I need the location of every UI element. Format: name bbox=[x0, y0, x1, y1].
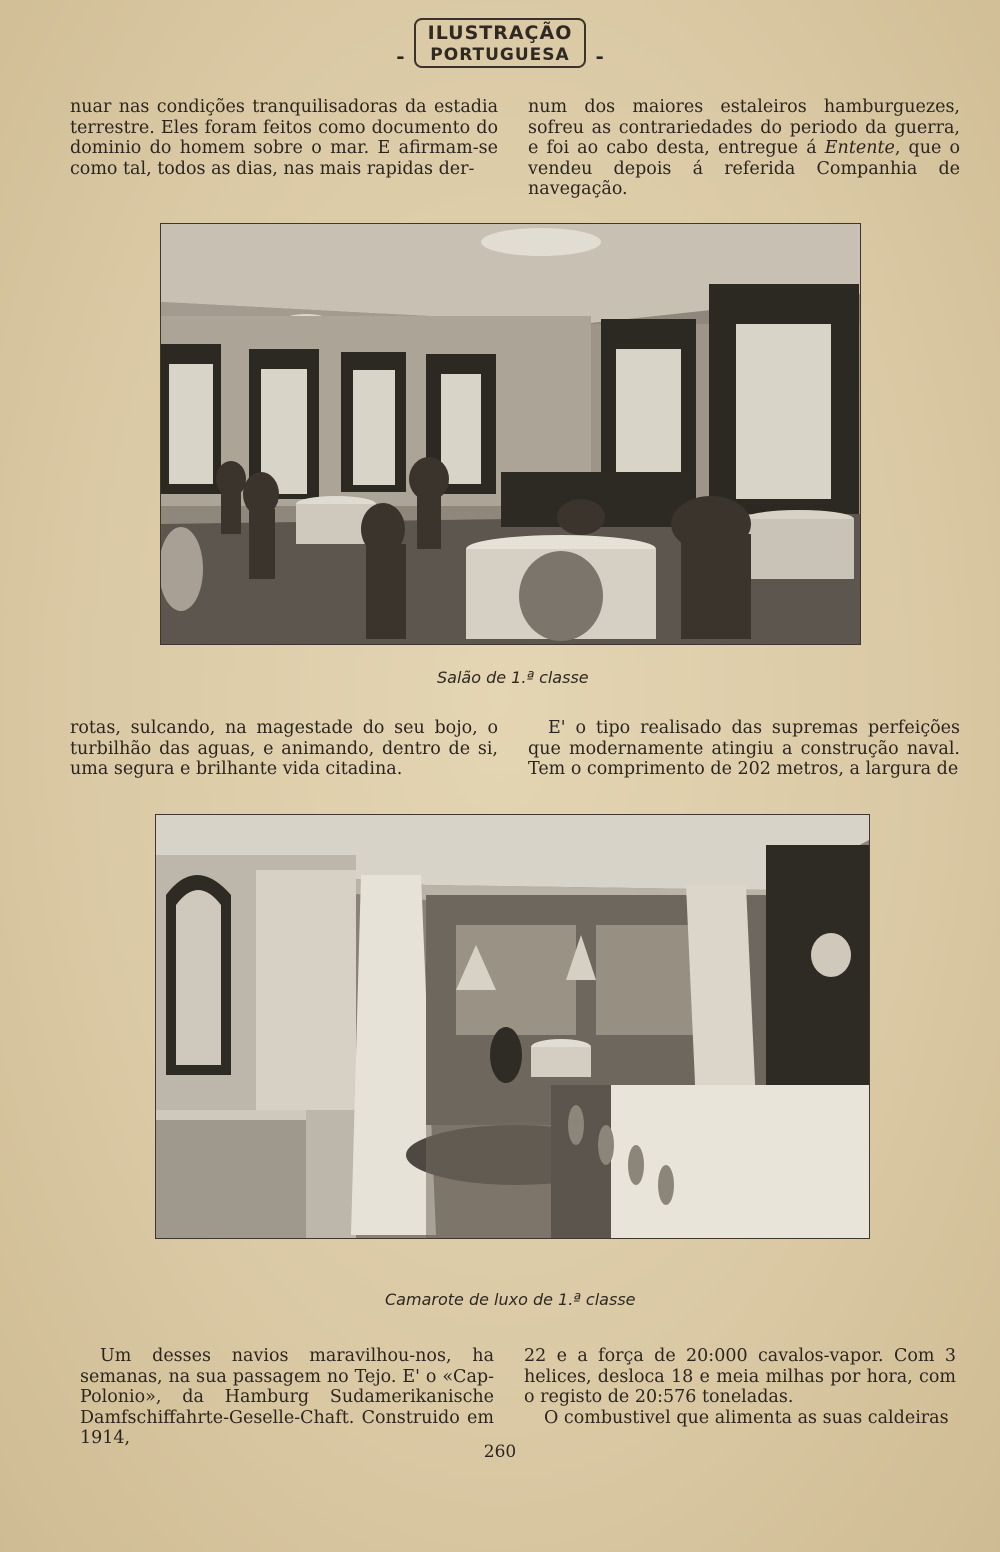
paragraph bbox=[528, 97, 960, 200]
paragraph: E' o tipo realisado das supremas perfeições que modernamente atingiu a construção naval. Tem o comprimento de 202 metros, a largura de bbox=[528, 718, 960, 779]
photo-salon bbox=[160, 223, 861, 645]
text-column-bottom-left bbox=[80, 1346, 494, 1449]
text-column-middle-right bbox=[528, 718, 960, 780]
text-run: , que o vendeu depois á referida Companhia de navegação. bbox=[528, 138, 961, 199]
text-column-top-left bbox=[70, 97, 498, 179]
italic-term: Entente bbox=[824, 138, 895, 158]
figure-caption-cabin: Camarote de luxo de 1.ª classe bbox=[385, 1290, 636, 1309]
paragraph: nuar nas condições tranquilisadoras da estadia terrestre. Eles foram feitos como documento do dominio do homem sobre o mar. E afirmam-se como tal, todos as dias, nas mais rapidas der- bbox=[70, 97, 498, 179]
masthead-dash-right: - bbox=[595, 43, 604, 68]
cabin-photo-illustration bbox=[156, 815, 869, 1238]
page-number: 260 bbox=[483, 1442, 517, 1462]
text-column-bottom-right bbox=[524, 1346, 956, 1428]
paragraph: Um desses navios maravilhou-nos, ha semanas, na sua passagem no Tejo. E' o «Cap-Polonio», da Hamburg Sudamerikanische Damfschiffahrte-Geselle-Chaft. Construido em 1914, bbox=[80, 1346, 494, 1448]
logo-line-1: ILUSTRAÇÃO bbox=[427, 22, 573, 44]
photo-cabin bbox=[155, 814, 870, 1239]
figure-caption-salon: Salão de 1.ª classe bbox=[437, 668, 589, 687]
text-column-middle-left bbox=[70, 718, 498, 780]
logo-line-2: PORTUGUESA bbox=[430, 45, 570, 65]
magazine-logo bbox=[414, 18, 587, 68]
salon-photo-illustration bbox=[161, 224, 860, 644]
paragraph: rotas, sulcando, na magestade do seu bojo, o turbilhão das aguas, e animando, dentro de si, uma segura e brilhante vida citadina. bbox=[70, 718, 498, 779]
text-column-top-right bbox=[528, 97, 960, 200]
masthead-dash-left: - bbox=[396, 43, 405, 68]
text-run: num dos maiores estaleiros hamburguezes, sofreu as contrariedades do periodo da guerra, e foi ao cabo desta, entregue á bbox=[528, 97, 960, 158]
masthead bbox=[0, 18, 1000, 68]
paragraph: O combustivel que alimenta as suas caldeiras bbox=[544, 1407, 949, 1428]
paragraph: 22 e a força de 20:000 cavalos-vapor. Com 3 helices, desloca 18 e meia milhas por hora, com o registo de 20:576 toneladas. bbox=[524, 1346, 956, 1407]
